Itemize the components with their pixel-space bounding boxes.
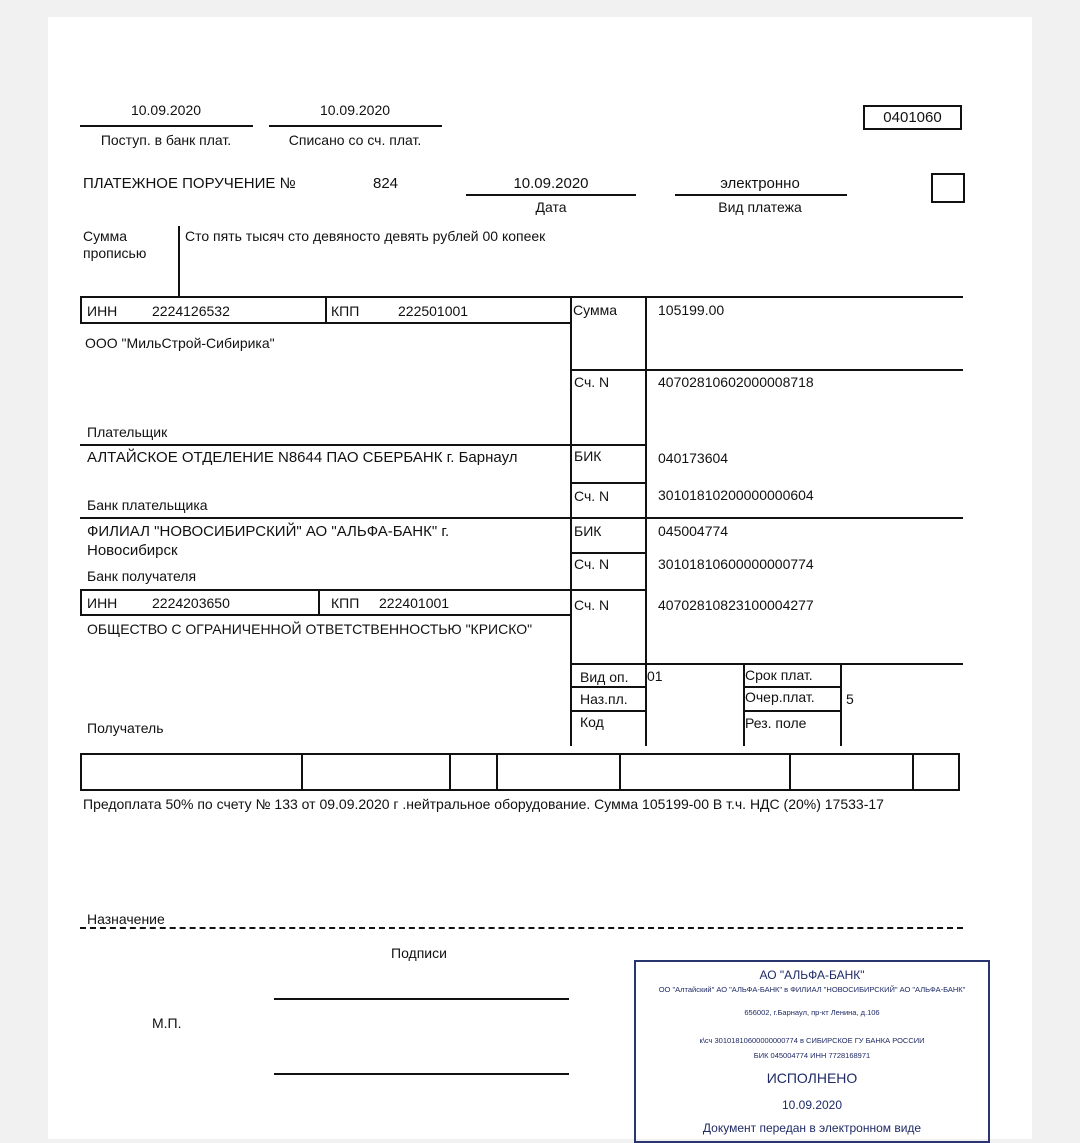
amount-words-value: Сто пять тысяч сто девяносто девять рублей 00 копеек [185, 228, 546, 244]
signature-line [274, 1073, 569, 1075]
priority-label: Очер.плат. [745, 689, 815, 705]
stamp-line4: БИК 045004774 ИНН 7728168971 [753, 1051, 871, 1060]
payer-inn-label: ИНН [87, 303, 118, 319]
divider [269, 125, 442, 127]
divider [80, 444, 570, 446]
payee-bank-account: 30101810600000000774 [658, 556, 814, 572]
divider [570, 552, 645, 554]
debited-date: 10.09.2020 [319, 102, 391, 118]
payee-bank-name-line1: ФИЛИАЛ "НОВОСИБИРСКИЙ" АО "АЛЬФА-БАНК" г. [87, 523, 450, 540]
order-date-label: Дата [535, 199, 567, 215]
payer-sum: 105199.00 [658, 302, 725, 318]
term-label: Срок плат. [745, 667, 813, 683]
divider [743, 710, 840, 712]
divider [466, 194, 636, 196]
stamp-line1: ОО "Алтайский" АО "АЛЬФА-БАНК" в ФИЛИАЛ "НОВОСИБИРСКИЙ" АО "АЛЬФА-БАНК" [658, 985, 966, 994]
payer-inn: 2224126532 [152, 303, 230, 319]
debited-label: Списано со сч. плат. [288, 132, 422, 148]
payment-type-label: Вид платежа [718, 199, 802, 215]
stamp-note: Документ передан в электронном виде [702, 1121, 922, 1135]
op-type-label: Вид оп. [580, 669, 629, 685]
signature-line [274, 998, 569, 1000]
payee-inn: 2224203650 [152, 595, 230, 611]
payer-kpp-label: КПП [331, 303, 360, 319]
divider [318, 589, 320, 614]
divider [743, 686, 840, 688]
dashed-separator [80, 927, 963, 929]
bank-received-label: Поступ. в банк плат. [100, 132, 232, 148]
payer-label: Плательщик [87, 424, 168, 440]
payee-bank-label: Банк получателя [87, 568, 197, 584]
divider [619, 753, 621, 791]
amount-words-label-line1: Сумма [83, 228, 127, 244]
divider [789, 753, 791, 791]
purpose-label: Назначение [87, 911, 165, 927]
divider [675, 194, 847, 196]
payee-bank-bik: 045004774 [658, 523, 729, 539]
divider [912, 753, 914, 791]
divider [301, 753, 303, 791]
payer-bank-bik-label: БИК [574, 448, 602, 464]
payee-name: ОБЩЕСТВО С ОГРАНИЧЕННОЙ ОТВЕТСТВЕННОСТЬЮ "КРИСКО" [87, 621, 533, 637]
purpose-code-label: Наз.пл. [580, 691, 628, 707]
payee-kpp: 222401001 [379, 595, 450, 611]
payer-account: 40702810602000008718 [658, 374, 814, 390]
payer-kpp: 222501001 [398, 303, 469, 319]
divider [570, 482, 645, 484]
stamp-line3: к\сч 30101810600000000774 в СИБИРСКОЕ ГУ БАНКА РОССИИ [699, 1036, 925, 1045]
priority-value: 5 [846, 691, 854, 707]
signatures-label: Подписи [391, 945, 447, 961]
payer-account-label: Сч. N [574, 374, 610, 390]
empty-checkbox [931, 173, 965, 203]
stamp-status: ИСПОЛНЕНО [766, 1070, 858, 1086]
payment-type: электронно [720, 175, 800, 192]
order-date: 10.09.2020 [513, 175, 589, 192]
form-code-box [863, 105, 962, 130]
divider [80, 614, 570, 616]
divider [80, 517, 963, 519]
payee-account-label: Сч. N [574, 597, 610, 613]
stamp-line2: 656002, г.Барнаул, пр-кт Ленина, д.106 [744, 1008, 880, 1017]
divider [570, 663, 963, 665]
payer-bank-account: 30101810200000000604 [658, 487, 814, 503]
payee-label: Получатель [87, 720, 164, 736]
divider [570, 369, 963, 371]
amount-words-label-line2: прописью [83, 245, 147, 261]
divider [80, 589, 82, 614]
divider [570, 444, 645, 446]
divider [496, 753, 498, 791]
divider [80, 296, 963, 298]
divider [80, 125, 253, 127]
payee-account: 40702810823100004277 [658, 597, 814, 613]
seal-label: М.П. [152, 1015, 182, 1031]
payee-bank-bik-label: БИК [574, 523, 602, 539]
divider [80, 589, 645, 591]
code-label: Код [580, 714, 604, 730]
tax-fields-row [80, 753, 960, 791]
op-type: 01 [647, 668, 663, 684]
order-number: 824 [373, 175, 399, 192]
bank-received-date: 10.09.2020 [130, 102, 202, 118]
reserve-label: Рез. поле [745, 715, 807, 731]
divider [449, 753, 451, 791]
payee-inn-label: ИНН [87, 595, 118, 611]
order-title: ПЛАТЕЖНОЕ ПОРУЧЕНИЕ № [83, 175, 296, 192]
payer-name: ООО "МильСтрой-Сибирика" [85, 335, 275, 351]
divider [570, 710, 645, 712]
payment-order-page [48, 17, 1032, 1139]
divider [570, 686, 645, 688]
payee-kpp-label: КПП [331, 595, 360, 611]
form-code: 0401060 [883, 109, 942, 126]
divider [178, 226, 180, 296]
payer-bank-name: АЛТАЙСКОЕ ОТДЕЛЕНИЕ N8644 ПАО СБЕРБАНК г. Барнаул [87, 449, 518, 466]
divider [80, 296, 82, 322]
divider [80, 322, 570, 324]
stamp-date: 10.09.2020 [781, 1098, 843, 1112]
payee-bank-name-line2: Новосибирск [87, 542, 178, 559]
payee-bank-account-label: Сч. N [574, 556, 610, 572]
payer-bank-label: Банк плательщика [87, 497, 208, 513]
payer-bank-account-label: Сч. N [574, 488, 610, 504]
purpose-text: Предоплата 50% по счету № 133 от 09.09.2020 г .нейтральное оборудование. Сумма 105199-00 В т.ч. НДС (20%) 17533-17 [83, 796, 884, 812]
payer-sum-label: Сумма [573, 302, 617, 318]
divider [840, 663, 842, 746]
bank-stamp [634, 960, 990, 1143]
divider [570, 296, 572, 746]
payer-bank-bik: 040173604 [658, 450, 729, 466]
divider [325, 296, 327, 322]
stamp-bank: АО "АЛЬФА-БАНК" [759, 968, 865, 982]
